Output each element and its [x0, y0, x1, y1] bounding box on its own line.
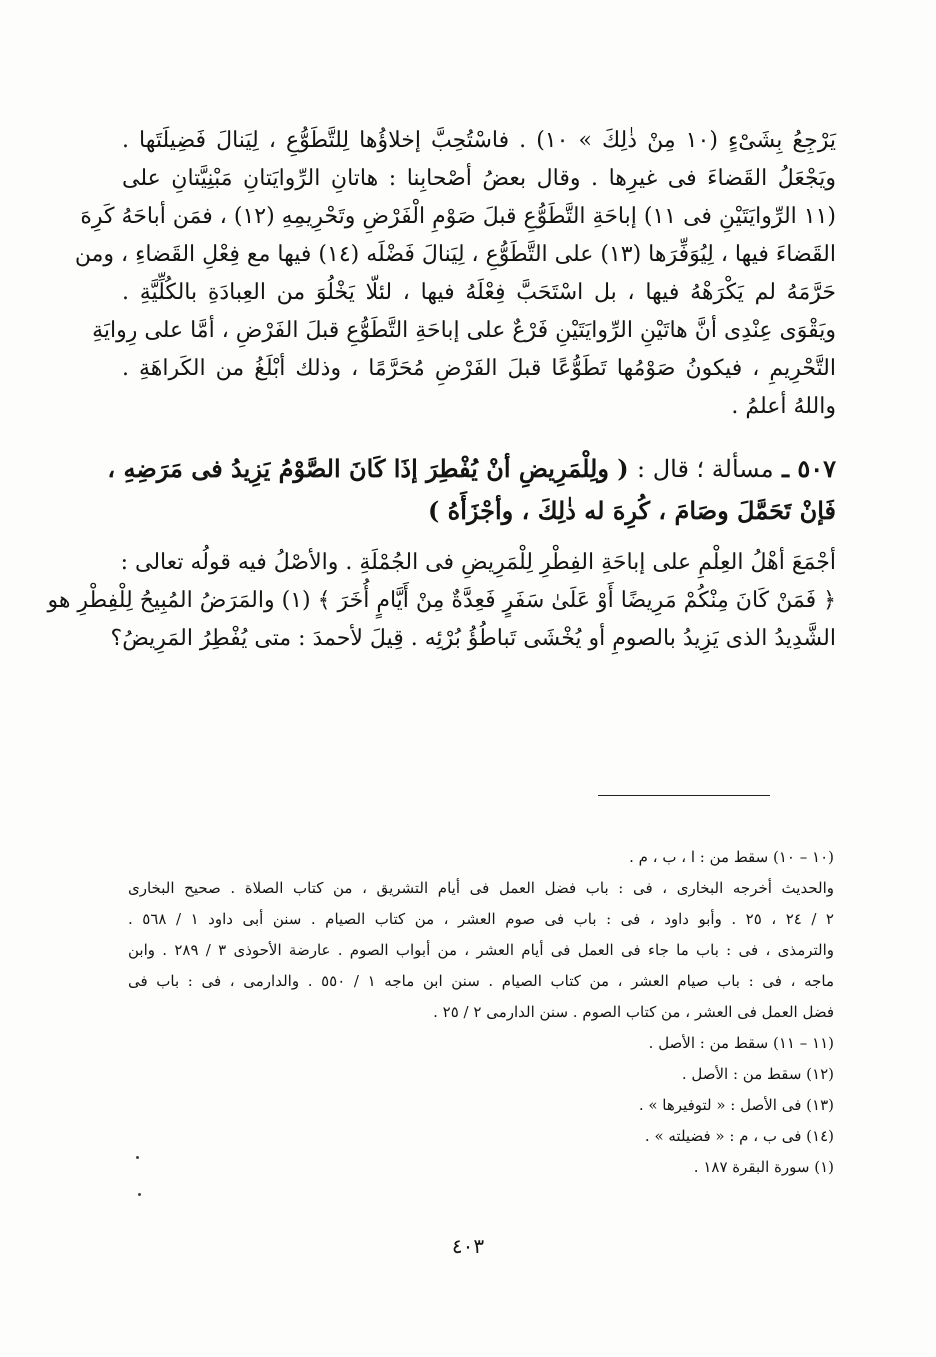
question-number: ٥٠٧	[797, 454, 836, 483]
text-line: القَضاءَ فيها ، لِيُوَفِّرَها (١٣) على التَّطَوُّعِ ، لِيَنالَ فَضْلَه (١٤) فيها مع فِعْلِ القَضاءِ ، ومن	[74, 242, 836, 267]
footnote: والحديث أخرجه البخارى ، فى : باب فضل العمل فى أيام التشريق ، من كتاب الصلاة . صحيح البخارى	[128, 879, 834, 897]
footnote: (١٢) سقط من : الأصل .	[681, 1065, 834, 1083]
text-line: أجْمَعَ أهْلُ العِلْمِ على إباحَةِ الفِطْرِ لِلْمَرِيضِ فى الجُمْلَةِ . والأصْلُ فيه قولُه تعالى :	[120, 550, 836, 575]
text-line: يَرْجِعُ بِشَىْءٍ (١٠ مِنْ ذٰلِكَ » ١٠) . فاسْتُحِبَّ إخلاؤُها لِلتَّطَوُّعِ ، لِيَنالَ فَضِيلَتَها .	[122, 128, 836, 153]
main-text	[47, 122, 836, 658]
footnote: ٢ / ٢٤ ، ٢٥ . وأبو داود ، فى : باب فى صوم العشر ، من كتاب الصيام . سنن أبى داود ١ / ٥٦٨ .	[128, 910, 834, 928]
text-line: التَّحْرِيمِ ، فيكونُ صَوْمُها تَطَوُّعًا قبلَ الفَرْضِ مُحَرَّمًا ، وذلك أبْلَغُ من الكَراهَةِ .	[122, 356, 836, 381]
page-number: ٤٠٣	[451, 1234, 485, 1258]
text-line: ويَجْعَلُ القَضاءَ فى غيرِها . وقال بعضُ أصْحابِنا : هاتانِ الرِّوايَتانِ مَبْنِيَّتانِ على	[122, 166, 836, 191]
question-lead: مسألة ؛ قال :	[636, 455, 774, 483]
scan-speck	[138, 1193, 141, 1196]
text-line: الشَّدِيدُ الذى يَزِيدُ بالصومِ أو يُخْشَى تَباطُؤُ بُرْئِه . قِيلَ لأحمدَ : متى يُفْطِرُ المَرِيضُ؟	[110, 626, 836, 651]
footnote: ماجه ، فى : باب صيام العشر ، من كتاب الصيام . سنن ابن ماجه ١ / ٥٥٠ . والدارمى ، فى : باب فى	[128, 972, 835, 990]
footnote: (١١ – ١١) سقط من : الأصل .	[648, 1034, 834, 1052]
footnotes	[128, 842, 834, 1183]
footnote: فضل العمل فى العشر ، من كتاب الصوم . سنن الدارمى ٢ / ٢٥ .	[433, 1003, 834, 1021]
text-line: (١١ الرِّوايَتَيْنِ فى ١١) إباحَةِ التَّطَوُّعِ قبلَ صَوْمِ الْفَرْضِ وتَحْرِيمِهِ (١٢) ، فمَن أباحَهُ كَرِهَ	[80, 204, 836, 229]
question-dash: ـ	[781, 454, 789, 483]
text-line: حَرَّمَهُ لم يَكْرَهْهُ فيها ، بل اسْتَحَبَّ فِعْلَهُ فيها ، لئلّا يَخْلُوَ من العِبادَةِ بالكُلِّيَّةِ .	[122, 280, 836, 305]
question-heading	[107, 448, 836, 490]
footnote: (١٠ – ١٠) سقط من : ا ، ب ، م .	[629, 848, 834, 866]
question-text-2: فَإنْ تَحَمَّلَ وصَامَ ، كُرِهَ له ذٰلِكَ ، وأجْزَأَهُ )	[427, 496, 836, 525]
footnote-separator	[598, 795, 770, 796]
footnote: (١٣) فى الأصل : « لتوفيرها » .	[638, 1096, 834, 1114]
footnote: (١) سورة البقرة ١٨٧ .	[693, 1158, 834, 1176]
text-line: واللهُ أعلمُ .	[731, 394, 836, 419]
text-line: ﴿ فَمَنْ كَانَ مِنْكُمْ مَرِيضًا أَوْ عَلَىٰ سَفَرٍ فَعِدَّةٌ مِنْ أَيَّامٍ أُخَرَ ﴾ (١) والمَرَضُ المُبِيحُ لِلْفِطْرِ هو	[47, 588, 836, 613]
footnote: والترمذى ، فى : باب ما جاء فى العمل فى أيام العشر ، من أبواب الصوم . عارضة الأحوذى ٣ / ٢٨٩ . وابن	[128, 941, 835, 959]
footnote: (١٤) فى ب ، م : « فضيلته » .	[644, 1127, 834, 1145]
text-line: ويَقْوَى عِنْدِى أنَّ هاتَيْنِ الرِّوايَتَيْنِ فَرْعٌ على إباحَةِ التَّطَوُّعِ قبلَ الفَرْضِ ، أمَّا على رِوايَةِ	[92, 318, 836, 343]
question-text-1: ( ولِلْمَرِيضِ أنْ يُفْطِرَ إذَا كَانَ الصَّوْمُ يَزِيدُ فى مَرَضِهِ ،	[107, 454, 629, 483]
scan-speck	[136, 1156, 139, 1159]
